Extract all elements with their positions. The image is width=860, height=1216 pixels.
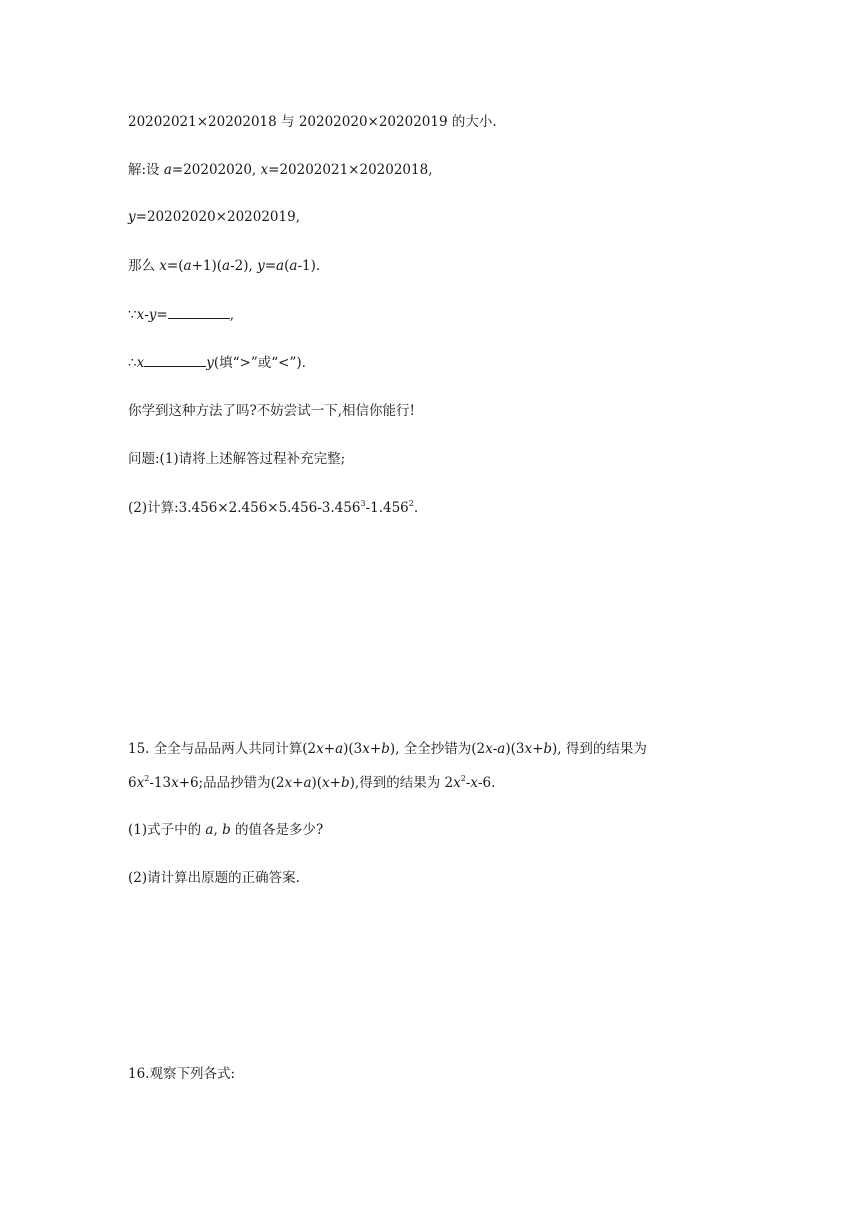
p14-line-7 <box>128 401 415 421</box>
text: -1). <box>297 258 321 274</box>
text: 解:设 <box>128 162 164 178</box>
exponent: 3 <box>360 499 366 508</box>
text: - <box>465 775 471 791</box>
p14-line-8 <box>128 449 345 469</box>
var: a <box>276 258 285 274</box>
p15-line-3 <box>128 820 323 840</box>
text: 15. 全全与品品两人共同计算(2 <box>128 741 317 757</box>
text: )(3 <box>343 741 363 757</box>
var: x <box>136 355 145 371</box>
var: a <box>163 162 172 178</box>
text: + <box>323 741 336 757</box>
var: a <box>303 775 312 791</box>
text: + <box>532 741 544 757</box>
var: x <box>136 307 145 323</box>
p14-line-4 <box>128 256 320 276</box>
text: , <box>213 822 223 838</box>
var: x <box>322 775 330 791</box>
text: + <box>369 741 382 757</box>
var: x <box>362 741 370 757</box>
text: =20202020×20202019, <box>135 209 300 225</box>
p16-line-1 <box>128 1064 235 1084</box>
text: (填“>”或“<”). <box>213 355 306 371</box>
text: = <box>264 258 277 274</box>
because-symbol: ∵ <box>128 307 137 323</box>
text: =20202021×20202018, <box>268 162 433 178</box>
text: + <box>292 775 304 791</box>
p14-line-1 <box>128 112 497 132</box>
text: ),得到的结果为 2 <box>349 775 454 791</box>
p14-line-3 <box>128 207 300 227</box>
text: 的值各是多少? <box>230 822 324 838</box>
p15-line-2 <box>128 773 495 793</box>
text: )(3 <box>505 741 525 757</box>
text: -1.456 <box>365 500 409 516</box>
var: a <box>183 258 192 274</box>
therefore-symbol: ∴ <box>128 355 137 371</box>
text: + <box>329 775 341 791</box>
var: a <box>335 741 344 757</box>
text: ), 得到的结果为 <box>552 741 647 757</box>
var: y <box>148 307 157 323</box>
text: =20202020, <box>171 162 261 178</box>
p14-line-9 <box>128 498 418 518</box>
var: y <box>257 258 265 274</box>
text: , <box>229 307 235 323</box>
p14-text: 20202021×20202018 与 20202020×20202019 的大小. <box>128 114 497 130</box>
var: x <box>171 775 179 791</box>
exponent: 2 <box>144 774 150 783</box>
text: )( <box>311 775 323 791</box>
var: x <box>524 741 533 757</box>
text: - <box>144 307 149 323</box>
text: -6. <box>478 775 496 791</box>
text: = <box>156 307 168 323</box>
var: x <box>284 775 293 791</box>
text: ), 全全抄错为(2 <box>389 741 486 757</box>
text: 你学到这种方法了吗?不妨尝试一下,相信你能行! <box>128 403 415 419</box>
var: b <box>543 741 553 757</box>
exponent: 2 <box>408 499 414 508</box>
var: a <box>205 822 214 838</box>
var: y <box>128 209 136 225</box>
var: a <box>289 258 298 274</box>
p14-line-2 <box>128 160 432 180</box>
var: x <box>159 258 167 274</box>
p14-line-5 <box>128 305 234 325</box>
p15-line-1 <box>128 739 647 759</box>
text: 那么 <box>128 258 160 274</box>
var: b <box>381 741 390 757</box>
var: x <box>470 775 478 791</box>
var: x <box>453 775 461 791</box>
text: -2), <box>230 258 258 274</box>
answer-blank-2[interactable] <box>144 353 206 367</box>
var: b <box>222 822 231 838</box>
text: (2)计算:3.456×2.456×5.456-3.456 <box>128 500 361 516</box>
text: ( <box>284 258 290 274</box>
answer-blank-1[interactable] <box>168 305 230 319</box>
var: a <box>497 741 506 757</box>
text: (1)式子中的 <box>128 822 206 838</box>
text: =( <box>166 258 184 274</box>
var: b <box>340 775 350 791</box>
exponent: 2 <box>460 774 466 783</box>
var: x <box>136 775 145 791</box>
var: a <box>222 258 231 274</box>
text: -13 <box>149 775 172 791</box>
text: (2)请计算出原题的正确答案. <box>128 870 300 886</box>
text: +6;品品抄错为(2 <box>178 775 285 791</box>
var: x <box>316 741 324 757</box>
text: 6 <box>128 775 137 791</box>
text: +1)( <box>191 258 223 274</box>
text: 16.观察下列各式: <box>128 1066 236 1082</box>
var: x <box>485 741 493 757</box>
p14-line-6 <box>128 353 306 373</box>
p15-line-4 <box>128 868 300 888</box>
text: - <box>492 741 498 757</box>
var: y <box>206 355 214 371</box>
text: . <box>413 500 419 516</box>
var: x <box>260 162 269 178</box>
text: 问题:(1)请将上述解答过程补充完整; <box>128 451 346 467</box>
